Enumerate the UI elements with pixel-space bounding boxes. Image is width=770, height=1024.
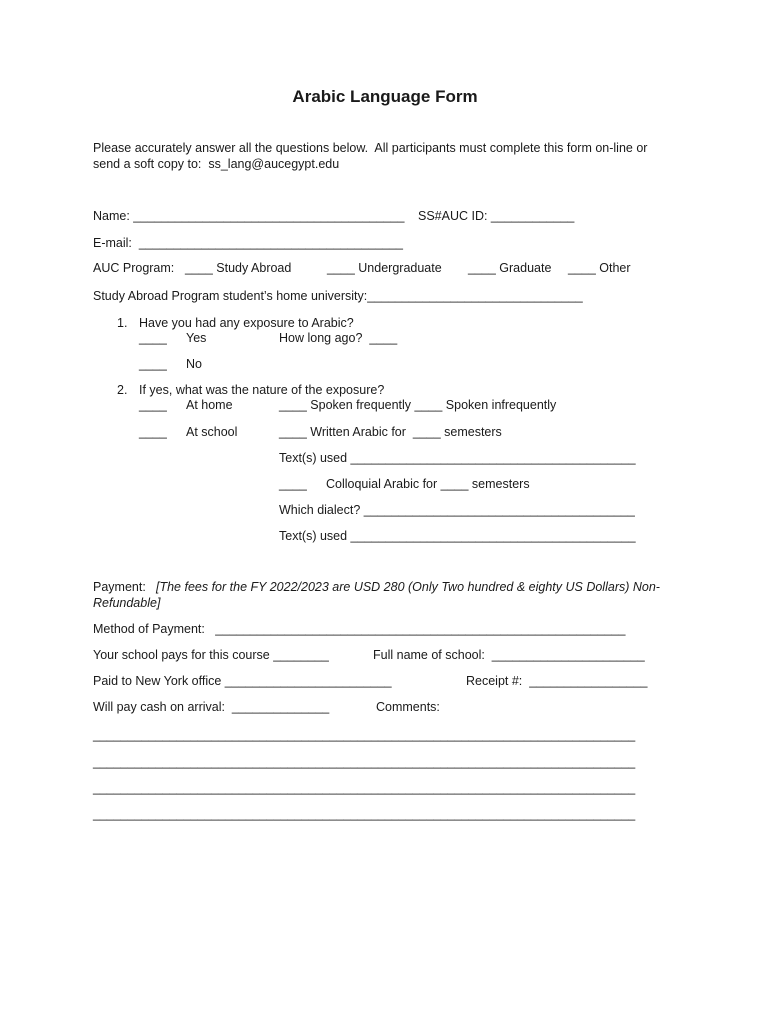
q1-no-blank[interactable]: ____: [139, 357, 167, 371]
option-other[interactable]: ____ Other: [568, 261, 631, 275]
spoken-options[interactable]: ____ Spoken frequently ____ Spoken infrequently: [279, 398, 557, 412]
q1-yes-label: Yes: [186, 331, 207, 345]
school-name-field[interactable]: Full name of school: ______________________: [373, 648, 645, 662]
payment-note-line-2: Refundable]: [93, 596, 161, 610]
comments-label: Comments:: [376, 700, 440, 714]
colloquial-blank[interactable]: ____: [279, 477, 307, 491]
intro-line-1: Please accurately answer all the questions below. All participants must complete this form on-line or: [93, 141, 648, 155]
written-arabic-field[interactable]: ____ Written Arabic for ____ semesters: [279, 425, 502, 439]
home-university-field[interactable]: Study Abroad Program student’s home university:_______________________________: [93, 289, 583, 303]
texts-used-field-2[interactable]: Text(s) used _________________________________________: [279, 529, 636, 543]
texts-used-field-1[interactable]: Text(s) used _________________________________________: [279, 451, 636, 465]
comment-line[interactable]: ______________________________________________________________________________: [93, 781, 636, 795]
page-title: Arabic Language Form: [292, 87, 478, 106]
paid-ny-office-field[interactable]: Paid to New York office ________________________: [93, 674, 392, 688]
at-home-label: At home: [186, 398, 233, 412]
email-field[interactable]: E-mail: ______________________________________: [93, 236, 404, 250]
auc-program-label: AUC Program:: [93, 261, 175, 275]
comment-line[interactable]: ______________________________________________________________________________: [93, 728, 636, 742]
intro-line-2: send a soft copy to: ss_lang@aucegypt.edu: [93, 157, 340, 171]
q2-number: 2.: [117, 383, 128, 397]
colloquial-arabic-field[interactable]: Colloquial Arabic for ____ semesters: [326, 477, 530, 491]
option-graduate[interactable]: ____ Graduate: [468, 261, 552, 275]
at-school-blank[interactable]: ____: [139, 425, 167, 439]
comment-line[interactable]: ______________________________________________________________________________: [93, 807, 636, 821]
at-home-blank[interactable]: ____: [139, 398, 167, 412]
option-undergraduate[interactable]: ____ Undergraduate: [327, 261, 442, 275]
school-pays-field[interactable]: Your school pays for this course ________: [93, 648, 329, 662]
how-long-ago-field[interactable]: How long ago? ____: [279, 331, 398, 345]
cash-on-arrival-field[interactable]: Will pay cash on arrival: ______________: [93, 700, 330, 714]
q1-number: 1.: [117, 316, 128, 330]
receipt-field[interactable]: Receipt #: _________________: [466, 674, 648, 688]
dialect-field[interactable]: Which dialect? _______________________________________: [279, 503, 635, 517]
payment-label: Payment:: [93, 580, 146, 594]
q1-question: Have you had any exposure to Arabic?: [139, 316, 354, 330]
method-of-payment-field[interactable]: Method of Payment: ___________________________________________________________: [93, 622, 626, 636]
at-school-label: At school: [186, 425, 238, 439]
q1-yes-blank[interactable]: ____: [139, 331, 167, 345]
q1-no-label: No: [186, 357, 202, 371]
comment-line[interactable]: ______________________________________________________________________________: [93, 755, 636, 769]
payment-note-line-1: [The fees for the FY 2022/2023 are USD 280 (Only Two hundred & eighty US Dollars) Non-: [156, 580, 660, 594]
auc-id-field[interactable]: SS#AUC ID: ____________: [418, 209, 575, 223]
q2-question: If yes, what was the nature of the exposure?: [139, 383, 385, 397]
name-field[interactable]: Name: _______________________________________: [93, 209, 405, 223]
option-study-abroad[interactable]: ____ Study Abroad: [185, 261, 292, 275]
